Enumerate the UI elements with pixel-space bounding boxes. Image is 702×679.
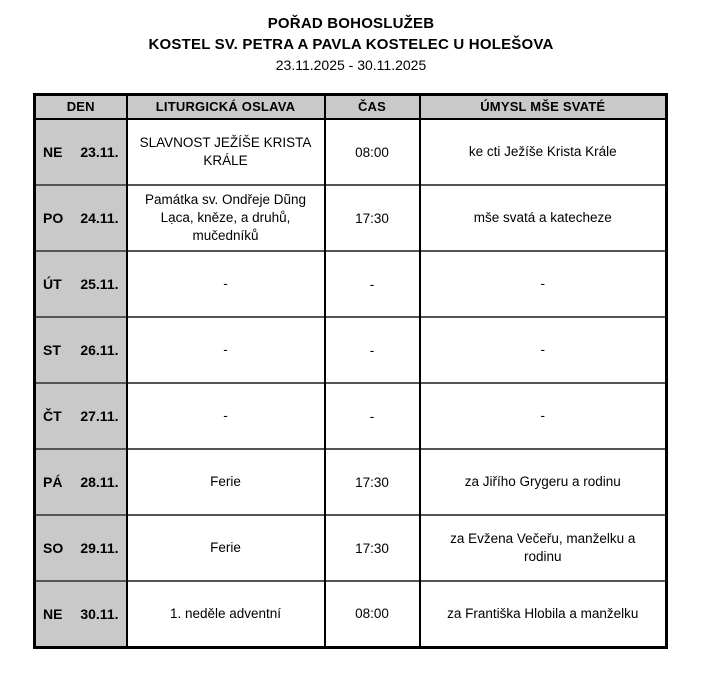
day-cell [35, 119, 127, 185]
day-wrap [36, 210, 126, 226]
day-date: 23.11. [80, 144, 119, 161]
intention-cell: - [420, 251, 667, 317]
intention-cell: ke cti Ježíše Krista Krále [420, 119, 667, 185]
day-wrap [36, 408, 126, 424]
schedule-body [35, 119, 667, 647]
intention-cell: za Evžena Večeřu, manželku a rodinu [420, 515, 667, 581]
day-date: 26.11. [80, 342, 119, 359]
day-cell [35, 383, 127, 449]
table-row [35, 251, 667, 317]
table-row [35, 185, 667, 251]
intention-cell: - [420, 383, 667, 449]
celebration-cell: - [127, 317, 325, 383]
celebration-cell: Ferie [127, 515, 325, 581]
time-cell: 17:30 [325, 185, 420, 251]
time-cell: 08:00 [325, 581, 420, 647]
day-abbrev: PO [43, 210, 64, 227]
header-row [35, 94, 667, 119]
day-wrap [36, 276, 126, 292]
day-cell [35, 317, 127, 383]
intention-cell: mše svatá a katecheze [420, 185, 667, 251]
day-wrap [36, 144, 126, 160]
time-cell: - [325, 383, 420, 449]
celebration-cell: SLAVNOST JEŽÍŠE KRISTA KRÁLE [127, 119, 325, 185]
celebration-cell: - [127, 383, 325, 449]
day-abbrev: SO [43, 540, 64, 557]
day-abbrev: ÚT [43, 276, 62, 293]
day-abbrev: ČT [43, 408, 62, 425]
celebration-cell: 1. neděle adventní [127, 581, 325, 647]
time-cell: - [325, 317, 420, 383]
day-wrap [36, 474, 126, 490]
table-row [35, 383, 667, 449]
column-header-cas: ČAS [325, 94, 420, 119]
column-header-liturgicka-oslava: LITURGICKÁ OSLAVA [127, 94, 325, 119]
intention-cell: za Jiřího Grygeru a rodinu [420, 449, 667, 515]
date-range: 23.11.2025 - 30.11.2025 [275, 57, 427, 73]
time-cell: 08:00 [325, 119, 420, 185]
day-abbrev: NE [43, 144, 63, 161]
time-cell: 17:30 [325, 515, 420, 581]
schedule-table [33, 93, 668, 649]
day-cell [35, 251, 127, 317]
day-date: 27.11. [80, 408, 119, 425]
table-row [35, 119, 667, 185]
column-header-den: DEN [35, 94, 127, 119]
day-date: 24.11. [80, 210, 119, 227]
celebration-cell: Památka sv. Ondřeje Dũng Lạca, kněze, a druhů, mučedníků [127, 185, 325, 251]
day-cell [35, 185, 127, 251]
church-name: KOSTEL SV. PETRA A PAVLA KOSTELEC U HOLEŠOVA [148, 36, 554, 53]
day-cell [35, 449, 127, 515]
column-header-umysl-mse-svate: ÚMYSL MŠE SVATÉ [420, 94, 667, 119]
table-row [35, 317, 667, 383]
day-wrap [36, 342, 126, 358]
celebration-cell: Ferie [127, 449, 325, 515]
day-date: 29.11. [80, 540, 119, 557]
day-cell [35, 515, 127, 581]
table-row [35, 449, 667, 515]
table-row [35, 515, 667, 581]
document-title: POŘAD BOHOSLUŽEB [267, 15, 435, 32]
day-abbrev: NE [43, 605, 63, 622]
day-date: 28.11. [80, 474, 119, 491]
day-date: 25.11. [80, 276, 119, 293]
celebration-cell: - [127, 251, 325, 317]
day-wrap [36, 540, 126, 556]
title-block [0, 0, 702, 76]
day-date: 30.11. [80, 605, 119, 622]
intention-cell: - [420, 317, 667, 383]
intention-cell: za Františka Hlobila a manželku [420, 581, 667, 647]
time-cell: - [325, 251, 420, 317]
table-row [35, 581, 667, 647]
time-cell: 17:30 [325, 449, 420, 515]
day-wrap [36, 606, 126, 622]
day-abbrev: ST [43, 342, 61, 359]
day-abbrev: PÁ [43, 474, 63, 491]
day-cell [35, 581, 127, 647]
